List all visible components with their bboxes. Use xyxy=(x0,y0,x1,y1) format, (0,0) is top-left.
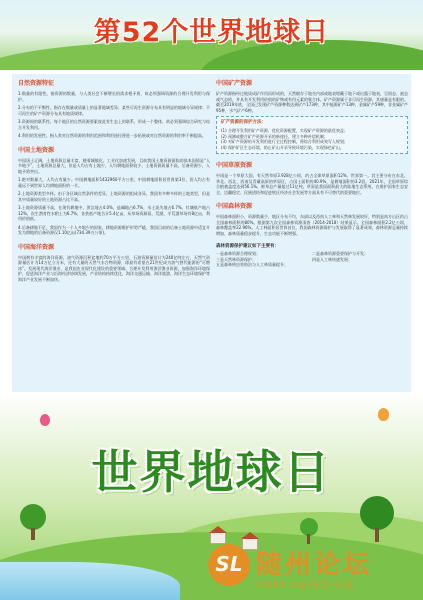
box-item: (1) 合理开发利用矿产资源，优化资源配置，实现矿产资源的最优效益； xyxy=(221,128,348,133)
section-title: 中国海洋资源 xyxy=(18,243,55,251)
suggestion-item: 二是森林资源重要保护与开发； xyxy=(312,251,368,256)
section-forest xyxy=(216,203,408,236)
forest-suggestions xyxy=(216,244,408,268)
left-column xyxy=(18,80,210,290)
tree-icon xyxy=(300,518,318,544)
paragraph: 2.土地资源类型多样。由于各区域自然条件的差异，土地资源的组成各异，我国有多种多样的土地类型，但是其中质量较好的土地资源占比不高。 xyxy=(18,191,210,202)
forum-watermark xyxy=(208,544,418,596)
logo-text: SL xyxy=(215,552,243,576)
section-title: 中国森林资源 xyxy=(216,203,253,210)
paragraph: 中国国土辽阔，土地资源总量丰富，随着城镇化、工业化加速发展，目前我国土地资源面临的基本国情是“人多地少”，土地资源总量大，但是人均占有土地少，人均耕地面积较少，土地资源质量不高，后备资源少，人地矛盾突出。 xyxy=(18,157,210,174)
section-land xyxy=(18,147,210,236)
footer-title: 世界地球日 xyxy=(91,445,332,499)
forum-name: 随州论坛 xyxy=(256,550,373,580)
box-title: 矿产资源的保护方法： xyxy=(221,120,266,125)
right-column xyxy=(216,80,408,268)
forum-url: szbbs.org 民生·公益 xyxy=(256,580,354,591)
paragraph: 1.绝对数量大，人均占有量少。中国耕地面积1432960平方公里，中国耕地面积居世界第3位，但人均占有量远不到世界人均耕地面积的一半。 xyxy=(18,177,210,188)
paragraph: 4.后备耕地不足，我国作为一个人多地少的国家，耕地资源维护形势严峻，我国目前的后备土地资源中适宜开发为耕地的后备资源仅1.10亿亩(734.39万公顷)。 xyxy=(18,224,210,235)
suggestion-item: 四是人工林快速发展； xyxy=(312,256,352,262)
box-item: (3) 对矿产资源的开发利用进行全过程控制，将综合利用成效写入规划； xyxy=(221,139,348,144)
paragraph: 3.资源间的联系性。每个地区的自然资源要素彼此有生态上的联系，形成一个整体，故必须强调综合研究与综合开发利用。 xyxy=(18,119,210,130)
paragraph: 矿产资源指经过地质成矿作用而形成的，天然赋存于地壳内部或地表埋藏于地下或出露于地表，呈固态、液态或气态的，并具有开发利用价值的矿物或有用元素的集合体。矿产资源属于非可再生资源，其储量是有限的。截至2019年底，全国已发现矿产资源种数达到矿产173种，其中能源矿产13种，金属矿产59种，非金属矿产95种，水气矿产6种。 xyxy=(216,91,408,113)
suggestion-item: 三是天然林资源保护； xyxy=(216,256,256,262)
suggestions-title: 森林资源保护建议如下主要有： xyxy=(216,244,279,249)
poster-title: 第52个世界地球日 xyxy=(93,17,330,48)
mineral-protection-box xyxy=(216,116,408,154)
top-banner xyxy=(0,0,423,70)
section-title: 中国土地资源 xyxy=(18,146,55,154)
balloon-icon xyxy=(40,414,50,426)
suggestion-item: 一是森林资源合理规划； xyxy=(216,251,260,256)
paragraph: 中国森林面积小，资源数量少，地区分布不均，东部以及西南人工林和天然林发展较好，特别是南方山区约占全国森林面积的80%。根据第九次全国森林资源清查（2014-2018）结果显示，全国森林面积2.2亿公顷，森林覆盖率22.96%。人工林面积居世界首位。我国森林资源保护与发展取得了显著成效，森林资源总量持续增加，森林质量稳步提升，生态功能不断增强。 xyxy=(216,214,408,236)
section-title: 中国草原资源 xyxy=(216,162,253,169)
paragraph: 3.土地资源质量不高，在现有耕地中，涝洼地占4.0%，盐碱地占6.7%，水土流失地占6.7%，红壤低产地占12%，次生潜育性水稻土为6.7%，各类低产地合计5.4亿亩，从草场资源看，荒漠、半荒漠草场有8亿亩，利用价值低。 xyxy=(18,205,210,221)
box-item: (4) 保护矿区生态环境，防止矿山开采导致环境污染，实现绿色矿山。 xyxy=(221,144,344,150)
suggestion-item xyxy=(312,262,408,268)
tree-icon xyxy=(20,504,46,540)
paragraph: 中国拥有丰富的海洋资源，油气资源沉积盆地约70万平方公里，石油资源量估计为240亿吨左右，天然气资源量估计为14万亿立方米，还有大量的天然气水合物资源，即最有希望在21世纪成为油气替代能源的“可燃冰”。发展现代海洋渔业，是我国农业现代化建设的重要领域。合理开发利用海洋渔业资源，加强海洋环境保护，促进海洋产业与沿海经济协调发展，产业结构持续优化，海洋交通运输、海洋旅游、海洋生态环境保护等海洋产业发展不断加快。 xyxy=(18,254,210,282)
paragraph: 1.数量的有限性。指资源的数量，与人类社会不断增长的需求相矛盾，故必须强调资源的合理开发利用与保护。 xyxy=(18,91,210,102)
forum-logo-icon xyxy=(208,544,250,586)
suggestion-item: 五是森林病虫害防治与人工林质量提升； xyxy=(216,262,288,267)
paragraph: 中国是一个草原大国，有天然草原3.928亿公顷，约占全球草原面积12%，世界第一。其主要分布在东北、华北、西北、西南及青藏高原的草原区，占国土面积的40.9%，是耕地面积的3.2倍。2021年，全国草原综合植被盖度达到56.1%，鲜草总产量超过11亿吨。草原是我国面积最大的陆地生态系统，在维护国家生态安全、边疆稳定、民族团结和促进牧区经济社会发展等方面具有不可替代的重要地位。 xyxy=(216,173,408,195)
suggestion-row xyxy=(216,262,408,268)
paragraph: 4.利用的发展性。指人类对自然资源的利用范围和利用途径将进一步拓展或对自然资源的利用率不断提高。 xyxy=(18,133,206,138)
section-mineral xyxy=(216,80,408,154)
balloon-icon xyxy=(378,408,389,421)
house-icon xyxy=(210,532,226,544)
tree-icon xyxy=(360,496,394,542)
section-ocean xyxy=(18,244,210,283)
content-panel xyxy=(12,74,411,392)
section-title: 中国矿产资源 xyxy=(216,80,253,87)
paragraph: 2.分布的不平衡性。指存在数量或质量上的显著地域差异；某些可再生资源分布具有明显的地域分异规律；不可再生的矿产资源分布具有地质规律。 xyxy=(18,105,210,116)
box-item: (2) 预测或整合矿产资源开采的新途径，建立多种补偿机制； xyxy=(221,133,328,139)
section-title: 自然资源特征 xyxy=(18,80,55,87)
section-nature xyxy=(18,80,210,139)
section-grassland xyxy=(216,162,408,195)
